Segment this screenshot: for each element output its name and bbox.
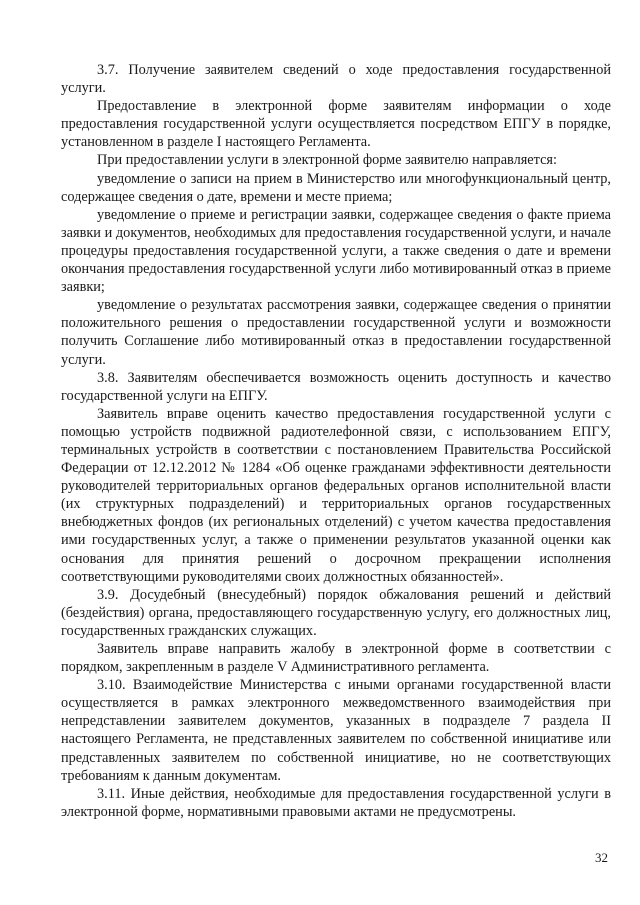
paragraph: 3.11. Иные действия, необходимые для предоставления государственной услуги в электронной форме, нормативными правовыми актами не предусмотрены. <box>61 785 611 820</box>
document-body <box>61 61 611 821</box>
paragraph: 3.10. Взаимодействие Министерства с иными органами государственной власти осуществляется в рамках электронного межведомственного взаимодействия при непредставлении заявителем документов, указанных в подразделе 7 раздела II настоящего Регламента, не представленных заявителем по собственной инициативе или представленных заявителем по собственной инициативе, но не соответствующих требованиям к данным документам. <box>61 677 611 784</box>
paragraph: 3.9. Досудебный (внесудебный) порядок обжалования решений и действий (бездействия) органа, предоставляющего государственную услугу, его должностных лиц, государственных гражданских служащих. <box>61 586 611 639</box>
paragraph: Заявитель вправе направить жалобу в электронной форме в соответствии с порядком, закрепленным в разделе V Административного регламента. <box>61 641 611 676</box>
paragraph: уведомление о записи на прием в Министерство или многофункциональный центр, содержащее сведения о дате, времени и месте приема; <box>61 170 611 205</box>
paragraph: При предоставлении услуги в электронной форме заявителю направляется: <box>97 152 557 169</box>
paragraph: 3.7. Получение заявителем сведений о ходе предоставления государственной услуги. <box>61 62 611 97</box>
paragraph: уведомление о приеме и регистрации заявки, содержащее сведения о факте приема заявки и документов, необходимых для предоставления государственной услуги, и начале процедуры предоставления государственной услуги, а также сведения о дате и времени окончания предоставления государственной услуги либо мотивированный отказ в приеме заявки; <box>61 206 611 296</box>
paragraph: уведомление о результатах рассмотрения заявки, содержащее сведения о принятии положительного решения о предоставлении государственной услуги и возможности получить Соглашение либо мотивированный отказ в предоставлении государственной услуги. <box>61 297 611 368</box>
paragraph: 3.8. Заявителям обеспечивается возможность оценить доступность и качество государственной услуги на ЕПГУ. <box>61 369 611 404</box>
paragraph: Предоставление в электронной форме заявителям информации о ходе предоставления государственной услуги осуществляется посредством ЕПГУ в порядке, установленном в разделе I настоящего Регламента. <box>61 98 611 151</box>
paragraph: Заявитель вправе оценить качество предоставления государственной услуги с помощью устройств подвижной радиотелефонной связи, с использованием ЕПГУ, терминальных устройств в соответствии с постановлением Правительства Российской Федерации от 12.12.2012 № 1284 «Об оценке гражданами эффективности деятельности руководителей территориальных органов федеральных органов исполнительной власти (их структурных подразделений) и территориальных органов государственных внебюджетных фондов (их региональных отделений) с учетом качества предоставления ими государственных услуг, а также о применении результатов указанной оценки как основания для принятия решений о досрочном прекращении исполнения соответствующими руководителями своих должностных обязанностей». <box>61 405 611 585</box>
page-number: 32 <box>595 850 608 865</box>
